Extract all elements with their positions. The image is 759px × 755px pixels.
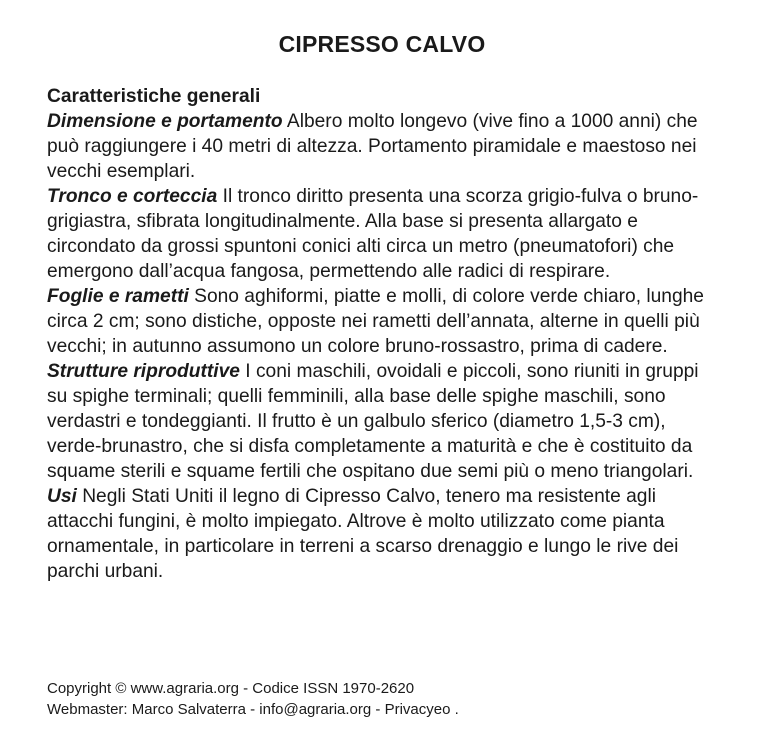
paragraph-label: Usi	[47, 486, 77, 507]
page-title: CIPRESSO CALVO	[278, 31, 486, 57]
paragraph-text: Negli Stati Uniti il legno di Cipresso Calvo, tenero ma resistente agli attacchi fungini, è molto impiegato. Altrove è molto utilizzato come pianta ornamentale, in particolare in terreni a scarso drenaggio e lungo le rive dei parchi urbani.	[47, 486, 679, 582]
paragraph-label: Dimensione e portamento	[47, 111, 283, 132]
paragraph-usi	[47, 484, 717, 584]
paragraph-label: Strutture riproduttive	[47, 361, 240, 382]
paragraph-text: Il tronco diritto presenta una scorza grigio-fulva o bruno-grigiastra, sfibrata longitudinalmente. Alla base si presenta allargato e circondato da grossi spuntoni conici alti circa un metro (pneumatofori) che emergono dall’acqua fangosa, permettendo alle radici di respirare.	[47, 186, 699, 282]
paragraph-text: I coni maschili, ovoidali e piccoli, sono riuniti in gruppi su spighe terminali; quelli femminili, alla base delle spighe maschili, sono verdastri e tondeggianti. Il frutto è un galbulo sferico (diametro 1,5-3 cm), verde-brunastro, che si disfa completamente a maturità e che è costituito da squame sterili e squame fertili che ospitano due semi più o meno triangolari.	[47, 361, 699, 482]
document-body	[47, 84, 717, 584]
paragraph-tronco	[47, 184, 717, 284]
paragraph-foglie	[47, 284, 717, 359]
footer-webmaster: Webmaster: Marco Salvaterra - info@agraria.org - Privacyeo .	[47, 700, 459, 718]
paragraph-dimensione	[47, 109, 717, 184]
footer-copyright: Copyright © www.agraria.org - Codice ISSN 1970-2620	[47, 680, 415, 697]
document-page	[47, 30, 717, 584]
paragraph-strutture	[47, 359, 717, 484]
paragraph-text: Sono aghiformi, piatte e molli, di colore verde chiaro, lunghe circa 2 cm; sono distiche, opposte nei rametti dell’annata, alterne in quelli più vecchi; in autunno assumono un colore bruno-rossastro, prima di cadere.	[47, 286, 704, 357]
paragraph-label: Tronco e corteccia	[47, 186, 218, 207]
paragraph-label: Foglie e rametti	[47, 286, 189, 307]
page-footer	[47, 679, 459, 720]
paragraph-text: Albero molto longevo (vive fino a 1000 anni) che può raggiungere i 40 metri di altezza. Portamento piramidale e maestoso nei vecchi esemplari.	[47, 111, 698, 182]
section-heading: Caratteristiche generali	[47, 86, 261, 107]
